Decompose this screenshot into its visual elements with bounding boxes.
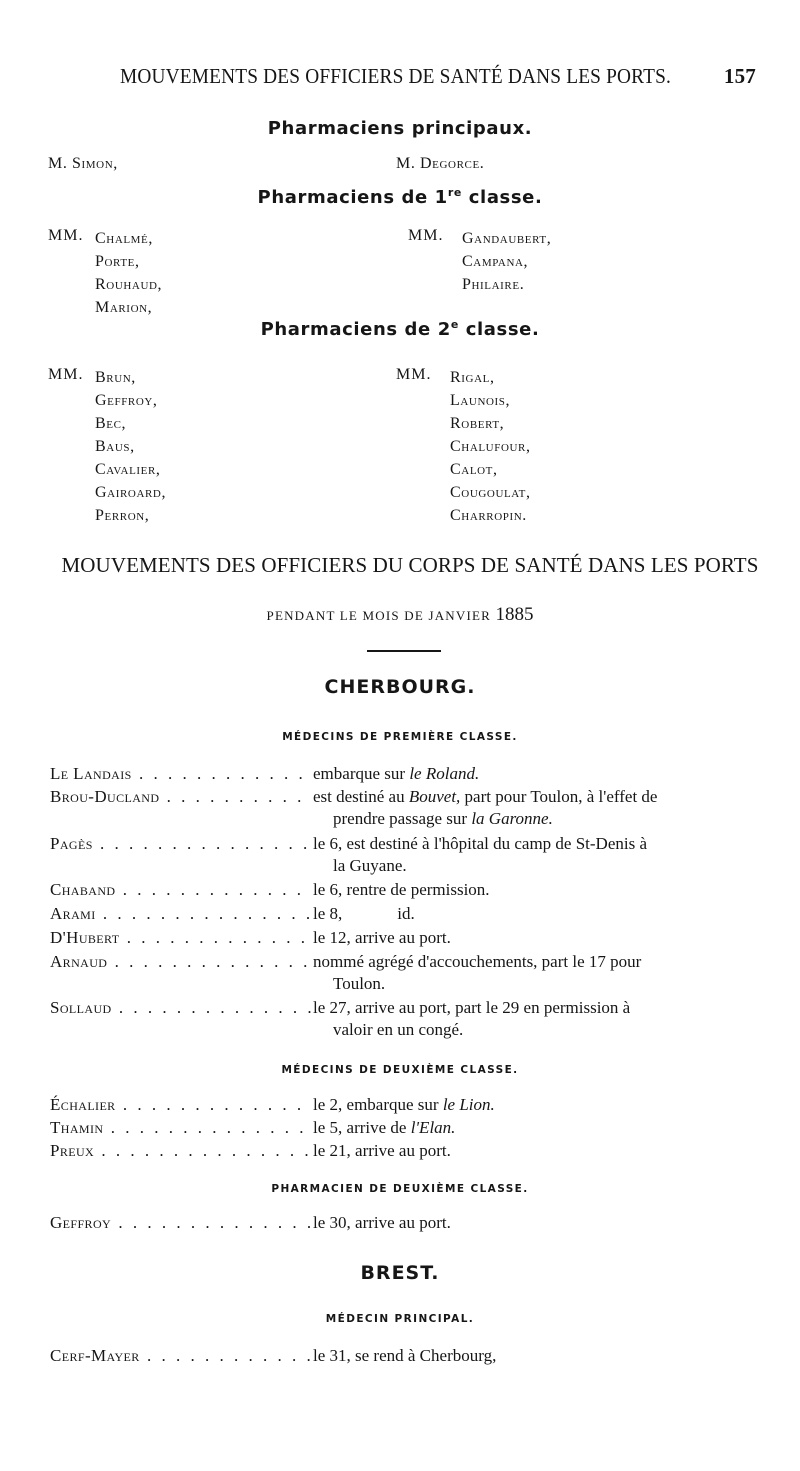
list-item: Charropin. [450,507,527,524]
officer-name: Cerf-Mayer . . . [50,1345,312,1367]
list-item: Launois, [450,392,511,409]
list-item: Baus, [95,438,135,455]
officer-name: Échalier . . . [50,1094,312,1116]
mm-prefix-left: MM. [48,227,84,244]
list-item: Gairoard, [95,484,167,501]
officer-name: Preux . . . [50,1140,312,1162]
list-item: Gandaubert, [462,230,552,247]
pharmacien-principal-left: M. Simon, [48,155,118,172]
list-item: Porte, [95,253,140,270]
port-heading-brest: BREST. [360,1262,440,1284]
list-item: Philaire. [462,276,525,293]
pharmaciens-2e-right-list [450,366,531,527]
officer-name: Thamin . . . [50,1117,312,1139]
officer-name: Geffroy . . . [50,1212,312,1234]
page-number: 157 [723,64,756,88]
divider-rule [367,650,441,652]
category-medecin-principal: MÉDECIN PRINCIPAL. [325,1313,475,1325]
section-title: MOUVEMENTS DES OFFICIERS DU CORPS DE SANTÉ DANS LES PORTS [61,553,759,577]
officer-name: Chaband . . . [50,879,312,901]
category-medecins-1re-classe: MÉDECINS DE PREMIÈRE CLASSE. [282,731,518,743]
pharmaciens-2e-left-list [95,366,166,527]
list-item: Chalufour, [450,438,531,455]
heading-pharmaciens-principaux: Pharmaciens principaux. [267,118,533,139]
mm-prefix-right: MM. [408,227,444,244]
list-item: Marion, [95,299,153,316]
category-medecins-2e-classe: MÉDECINS DE DEUXIÈME CLASSE. [281,1064,519,1076]
list-item: Rouhaud, [95,276,163,293]
list-item: Brun, [95,369,136,386]
list-item: Bec, [95,415,127,432]
port-heading-cherbourg: CHERBOURG. [324,676,476,698]
list-item: Campana, [462,253,529,270]
officer-name: D'Hubert . . . [50,927,312,949]
heading-pharmaciens-1re-classe: Pharmaciens de 1re classe. [257,186,543,208]
list-item: Chalmé, [95,230,153,247]
list-item: Rigal, [450,369,495,386]
mm-prefix-left: MM. [48,366,84,383]
document-page: MOUVEMENTS DES OFFICIERS DE SANTÉ DANS LES PORTS. 157 Pharmaciens principaux. M. Simon, M. Degorce. Pharmaciens de 1re classe. MM. Chalmé, Porte, Rouhaud, Marion, MM. Gandaubert, Campana, Philaire. Pharmaciens de 2e classe. MM. Brun, Geffroy, Bec, Baus, Cavalier, Gairoard, Perron, MM. Rigal, Launois, Robert, Chalufour, Calot, Cougoulat, Charropin. MOUVEMENTS DES OFFICIERS DU CORPS DE SANTÉ DANS LES PORTS PENDANT LE MOIS DE JANVIER 1885 CHERBOURG. MÉDECINS DE PREMIÈRE CLASSE. Le Landais . . . embarque sur le Roland. Brou-Ducland . . . est destiné au Bouvet, part pour Toulon, à l'effet de prendre passage sur la Garonne. Pagès . . . le 6, est destiné à l'hôpital du camp de St-Denis à la Guyane. Chaband . . . le 6, rentre de permission. Arami . . . le 8, id. D'Hubert . . . le 12, arrive au port. Arnaud . . . nommé agrégé d'accouchements, part le 17 pour Toulon. Sollaud . . . le 27, arrive au port, part le 29 en permission à valoir en un congé. MÉDECINS DE DEUXIÈME CLASSE. Échalier . . . le 2, embarque sur le Lion. Thamin . . . le 5, arrive de l'Elan. Preux . . . le 21, arrive au port. PHARMACIEN DE DEUXIÈME CLASSE. Geffroy . . . le 30, arrive au port. BREST. MÉDECIN PRINCIPAL. Cerf-Mayer . . . le 31, se rend à Cherbourg, [0,0,800,1471]
list-item: Cavalier, [95,461,161,478]
list-item: Calot, [450,461,498,478]
list-item: Perron, [95,507,150,524]
heading-pharmaciens-2e-classe: Pharmaciens de 2e classe. [260,318,540,340]
list-item: Geffroy, [95,392,158,409]
section-year: 1885 [495,604,534,625]
officer-name: Sollaud . . . [50,997,312,1019]
mm-prefix-right: MM. [396,366,432,383]
pharmaciens-1re-left-list [95,227,162,319]
list-item: Robert, [450,415,505,432]
officer-name: Arnaud . . . [50,951,312,973]
officer-name: Arami . . . [50,903,312,925]
pharmaciens-1re-right-list [462,227,551,296]
section-subtitle: PENDANT LE MOIS DE JANVIER 1885 [266,604,534,625]
officer-name: Pagès . . . [50,833,312,855]
officer-name: Le Landais . . . [50,763,312,785]
category-pharmacien-2e-classe: PHARMACIEN DE DEUXIÈME CLASSE. [271,1183,529,1195]
running-head-title: MOUVEMENTS DES OFFICIERS DE SANTÉ DANS LES PORTS. [120,64,672,88]
pharmacien-principal-right: M. Degorce. [396,155,485,172]
list-item: Cougoulat, [450,484,531,501]
officer-name: Brou-Ducland . . . [50,786,312,808]
